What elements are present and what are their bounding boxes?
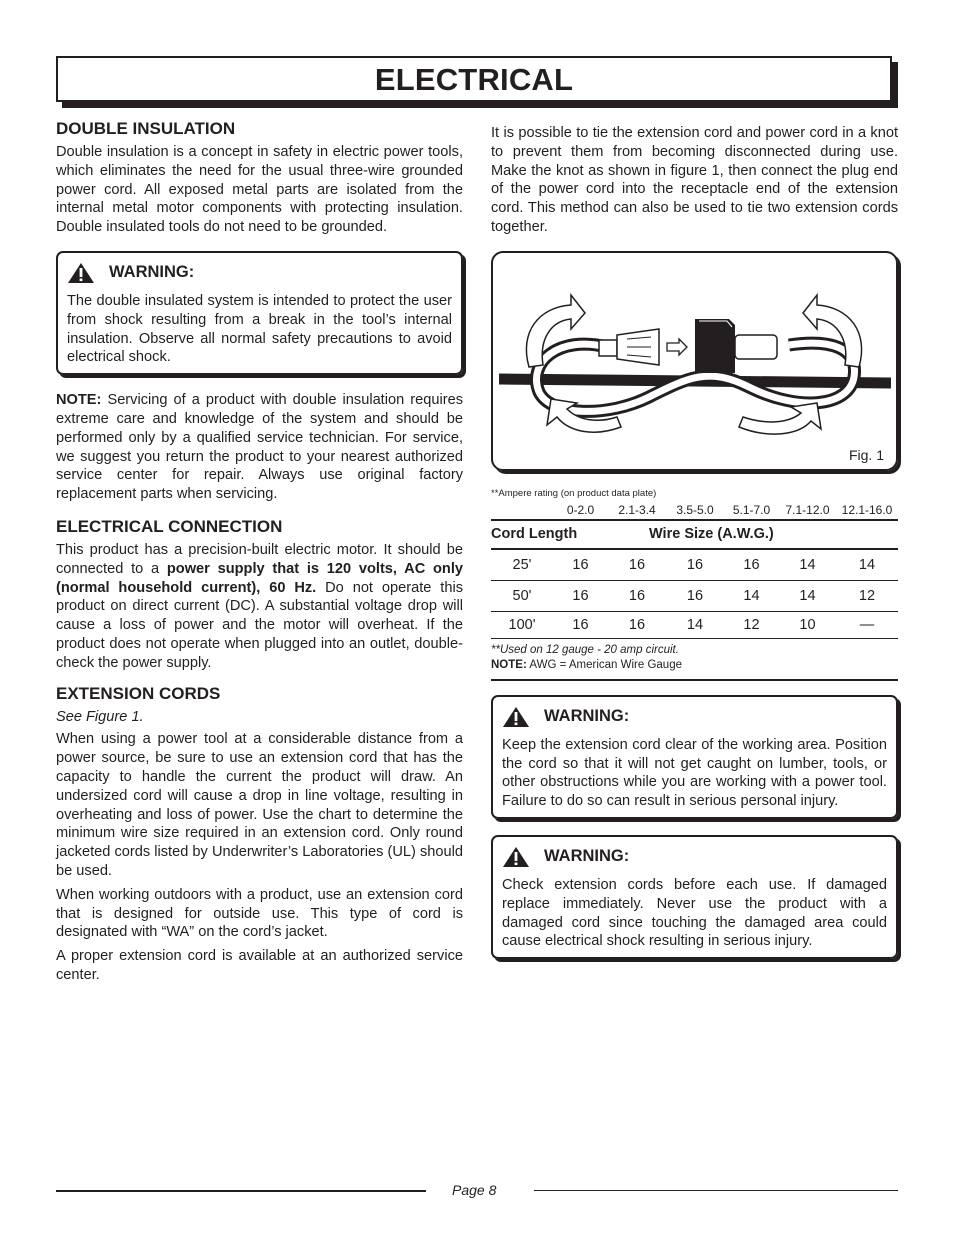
table-row <box>491 550 898 581</box>
amp-rating: 12.1-16.0 <box>841 502 893 517</box>
wire-size-cell: 14 <box>743 587 760 604</box>
page-number: Page 8 <box>452 1182 497 1198</box>
extension-cords-heading: EXTENSION CORDS <box>56 683 221 703</box>
amp-rating: 0-2.0 <box>566 502 595 517</box>
warning-box-double-insulation <box>56 251 463 375</box>
double-insulation-heading: DOUBLE INSULATION <box>56 119 236 138</box>
extension-cords-text-1: When using a power tool at a considerable distance from a power source, be sure to use an extension cord that has the capacity to handle the current the product will draw. An undersized cord will cause a drop in line voltage, resulting in overheating and loss of power. Use the chart to determine the minimum wire size required in an extension cord. Only round jacketed cords listed by Underwriter’s Laboratories (UL) should be used. <box>56 731 463 879</box>
figure-label: Fig. 1 <box>848 446 884 463</box>
wire-size-cell: 16 <box>572 616 589 633</box>
warning-text: Check extension cords before each use. If damaged replace immediately. Never use the product with a damaged cord since touching the damaged area could cause electrical shock resulting in serious injury. <box>502 876 887 950</box>
page-title: ELECTRICAL <box>374 62 574 97</box>
see-figure-note: See Figure 1. <box>56 708 144 725</box>
wire-size-cell: 16 <box>628 587 646 604</box>
wire-size-cell: 10 <box>799 616 816 633</box>
amp-rating: 5.1-7.0 <box>732 502 771 517</box>
awg-note-label: NOTE: <box>491 658 527 671</box>
amp-rating: 3.5-5.0 <box>676 502 714 517</box>
table-footnotes <box>491 639 898 681</box>
warning-triangle-icon <box>67 262 95 284</box>
wire-size-cell: 16 <box>628 556 646 573</box>
warning-triangle-icon <box>502 706 530 728</box>
wire-size-cell: 16 <box>628 616 646 633</box>
electrical-connection-heading: ELECTRICAL CONNECTION <box>56 516 283 536</box>
wire-size-cell: 14 <box>799 556 816 573</box>
power-supply-spec: power supply that is 120 volts, AC only (normal household current), 60 Hz. <box>56 560 463 596</box>
electrical-connection-text <box>56 541 463 673</box>
table-row <box>491 581 898 612</box>
table-row <box>491 612 898 639</box>
wire-size-cell: — <box>859 616 875 633</box>
wire-size-cell: 12 <box>743 616 760 633</box>
footer-rule-right <box>534 1190 898 1191</box>
wire-size-cell: 14 <box>686 616 704 633</box>
ampere-ratings-row <box>491 501 898 519</box>
wire-size-cell: 16 <box>686 556 704 573</box>
note-label: NOTE: <box>56 392 102 409</box>
warning-triangle-icon <box>502 846 530 868</box>
warning-label: WARNING: <box>544 847 630 866</box>
awg-note-text: AWG = American Wire Gauge <box>526 658 682 671</box>
warning-text: Keep the extension cord clear of the working area. Position the cord so that it will not get caught on lumber, tools, or other obstructions while you are working with a power tool. Failure to do so can result in serious personal injury. <box>502 736 887 810</box>
note-text: Servicing of a product with double insulation requires extreme care and knowledge of the system and should be performed only by a qualified service technician. For service, we suggest you return the product to your nearest authorized service center for repair. Always use original factory replacement parts when servicing. <box>56 392 463 503</box>
wire-size-header: Wire Size (A.W.G.) <box>649 526 774 543</box>
extension-cord-table <box>491 487 898 681</box>
amp-rating: 7.1-12.0 <box>785 502 830 517</box>
warning-label: WARNING: <box>544 707 630 726</box>
wire-size-cell: 14 <box>799 587 816 604</box>
gauge-footnote: **Used on 12 gauge - 20 amp circuit. <box>491 643 679 656</box>
extension-cords-text-3: A proper extension cord is available at an authorized service center. <box>56 948 463 983</box>
electrical-connection-text-1: This product has a precision-built electric motor. It should be connected to a <box>56 541 463 577</box>
wire-size-cell: 14 <box>858 556 876 573</box>
wire-size-cell: 16 <box>743 556 760 573</box>
cord-knot-illustration <box>499 277 891 467</box>
page-footer <box>56 1180 898 1202</box>
amp-rating: 2.1-3.4 <box>618 502 656 517</box>
awg-note <box>491 658 898 673</box>
footer-rule-left <box>56 1190 426 1192</box>
table-header-row <box>491 519 898 550</box>
right-column <box>491 124 898 971</box>
warning-box-extension-cord-area <box>491 695 898 819</box>
cord-length-cell: 100' <box>508 616 536 633</box>
double-insulation-text: Double insulation is a concept in safety in electric power tools, which eliminates the need for the usual three-wire grounded power cord. All exposed metal parts are isolated from the internal metal motor components with protecting insulation. Double insulated tools do not need to be grounded. <box>56 144 463 236</box>
page-title-box <box>56 56 892 102</box>
warning-box-check-cords <box>491 835 898 959</box>
warning-label: WARNING: <box>109 263 195 282</box>
cord-length-cell: 50' <box>512 587 532 604</box>
knot-instructions: It is possible to tie the extension cord and power cord in a knot to prevent them from becoming disconnected during use. Make the knot as shown in figure 1, then connect the plug end of the power cord into the receptacle end of the extension cord. This method can also be used to tie two extension cords together. <box>491 125 898 235</box>
left-column <box>56 118 463 995</box>
figure-1-box <box>491 251 898 471</box>
electrical-connection-text-2: Do not operate this product on direct current (DC). A substantial voltage drop will cause a loss of power and the motor will overheat. If the product does not operate when plugged into an outlet, double-check the power supply. <box>56 579 464 671</box>
warning-text: The double insulated system is intended to protect the user from shock resulting from a break in the tool’s internal insulation. Observe all normal safety precautions to avoid electrical shock. <box>67 292 452 366</box>
cord-length-cell: 25' <box>512 556 532 573</box>
wire-size-cell: 12 <box>858 587 876 604</box>
extension-cords-text-2: When working outdoors with a product, use an extension cord that is designed for outside use. This type of cord is designated with “WA” on the cord’s jacket. <box>56 886 463 941</box>
cord-length-header: Cord Length <box>491 526 578 543</box>
wire-size-cell: 16 <box>572 587 589 604</box>
wire-size-cell: 16 <box>572 556 589 573</box>
wire-size-cell: 16 <box>686 587 704 604</box>
ampere-rating-note: **Ampere rating (on product data plate) <box>491 487 657 499</box>
service-note <box>56 391 463 504</box>
